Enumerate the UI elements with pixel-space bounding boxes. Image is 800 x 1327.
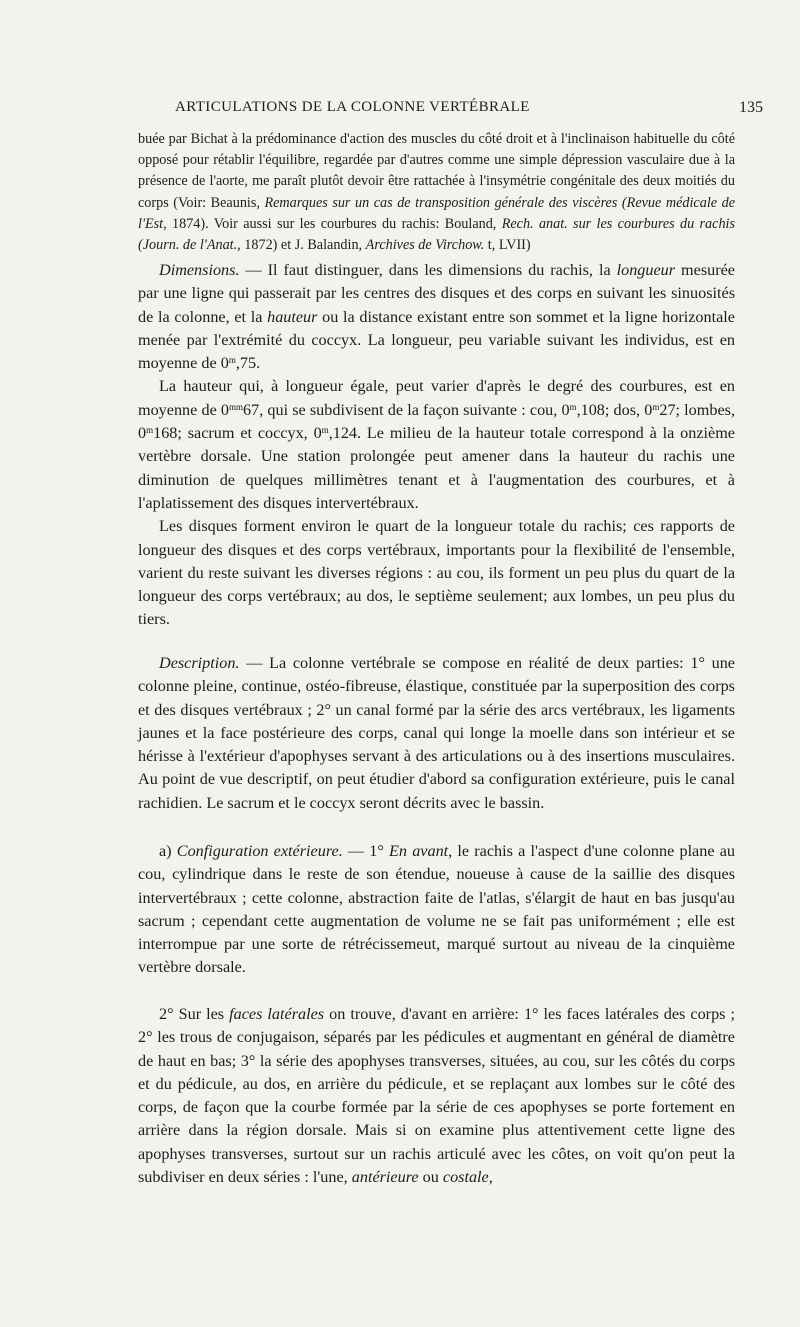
text-run: 1872) et J. Balandin, — [240, 237, 366, 254]
citation-title: Archives de Virchow. — [365, 237, 485, 254]
unit-superscript: m — [652, 401, 660, 412]
page-header — [0, 99, 800, 123]
unit-superscript: m — [569, 401, 577, 412]
text-run: — La colonne vertébrale se compose en réalité de deux parties: 1° une colonne pleine, continue, ostéo-fibreuse, élastique, constituée par la superposition des corps et des disques vertébraux ; 2° un canal formé par la série des arcs vertébraux, les ligaments jaunes et la face postérieure des corps, canal qui longe la moelle dans son intérieur et se hérisse à l'extérieur d'apophyses servant à des articulations ou à des insertions musculaires. Au point de vue descriptif, on peut étudier d'abord sa configuration extérieure, puis le canal rachidien. Le sacrum et le coccyx seront décrits avec le bassin. — [138, 654, 735, 812]
configuration-paragraph-1 — [138, 840, 735, 980]
lateral-faces-section — [138, 1003, 735, 1189]
text-run: 1874). Voir aussi sur les courbures du rachis: Bouland, — [166, 215, 502, 232]
dimensions-paragraph-1 — [138, 259, 735, 375]
term: costale, — [442, 1168, 493, 1187]
term: hauteur — [267, 307, 318, 326]
unit-superscript: m — [321, 425, 329, 436]
section-heading: Dimensions. — [159, 261, 240, 279]
dimensions-paragraph-2 — [138, 375, 735, 515]
text-run: ,124. Le milieu de la hauteur totale correspond à la onzième vertèbre dorsale. Une station prolongée peut amener dans la hauteur du rachis une diminution de quelques millimètres tenant et à l'augmentation des courbures, et à l'aplatissement des disques intervertébraux. — [138, 424, 735, 512]
footnote-paragraph — [138, 129, 735, 256]
unit-superscript: m — [146, 425, 154, 436]
text-run: 27; lombes, 0 — [138, 400, 735, 443]
text-run: 2° Sur les — [159, 1005, 230, 1023]
citation-title: Remarques sur un cas de transposition générale des viscères (Revue médicale de l'Est, — [138, 194, 735, 232]
citation-title: Rech. anat. sur les courbures du rachis (Journ. de l'Anat., — [138, 215, 735, 254]
running-title: ARTICULATIONS DE LA COLONNE VERTÉBRALE — [175, 99, 530, 115]
term: En avant, — [389, 842, 453, 860]
text-run: — 1° — [342, 842, 390, 860]
text-run: a) — [159, 842, 177, 860]
configuration-paragraph-2 — [138, 1003, 735, 1189]
description-section — [138, 652, 735, 815]
text-run: ,75. — [235, 354, 261, 373]
text-run: le rachis a l'aspect d'une colonne plane au cou, cylindrique dans le reste de son étendue, noueuse à cause de la saillie des disques intervertébraux ; cette colonne, abstraction faite de l'atlas, s'élargit de haut en bas jusqu'au sacrum ; cependant cette augmentation de volume ne se fait pas uniformément ; elle est interrompue par une sorte de rétrécissemeut, marqué surtout au niveau de la cinquième vertèbre dorsale. — [138, 842, 735, 977]
configuration-section — [138, 840, 735, 980]
text-run: — Il faut distinguer, dans les dimensions du rachis, la — [239, 261, 617, 279]
footnote-continuation — [138, 129, 735, 256]
text-run: ,108; dos, 0 — [576, 400, 653, 419]
dimensions-section — [138, 259, 735, 632]
unit-superscript: m — [228, 355, 236, 366]
text-run: buée par Bichat à la prédominance d'action des muscles du côté droit et à l'inclinaison habituelle du côté opposé pour rétablir l'équilibre, regardée par d'autres comme une simple dépression vasculaire due à la présence de l'aorte, me paraît plutôt devoir être rattachée à l'insymétrie congénitale des deux moitiés du corps (Voir: Beaunis, — [138, 131, 735, 211]
page-number: 135 — [739, 99, 763, 116]
term: faces latérales — [229, 1005, 325, 1023]
text-run: ou — [418, 1168, 443, 1187]
term: longueur — [616, 261, 676, 279]
description-paragraph — [138, 652, 735, 815]
dimensions-paragraph-3: Les disques forment environ le quart de la longueur totale du rachis; ces rapports de longueur des disques et des corps vertébraux, importants pour la flexibilité de l'ensemble, varient du reste suivant les diverses régions : au cou, ils forment un peu plus du quart de la longueur des corps vertébraux; au dos, le septième seulement; aux lombes, un peu plus du tiers. — [138, 517, 735, 629]
text-run: mesurée par une ligne qui passerait par les centres des disques et des corps en suivant les sinuosités de la colonne, et la — [138, 261, 735, 326]
section-heading: Description. — [159, 654, 240, 672]
text-run: ou la distance existant entre son sommet et la ligne horizontale menée par l'extrémité du coccyx. La longueur, peu variable suivant les individus, est en moyenne de 0 — [138, 307, 735, 373]
text-run: 67, qui se subdivisent de la façon suivante : cou, 0 — [243, 400, 570, 419]
term: antérieure — [351, 1168, 419, 1187]
unit-superscript: mm — [229, 401, 244, 412]
text-run: on trouve, d'avant en arrière: 1° les faces latérales des corps ; 2° les trous de conjugaison, séparés par les pédicules et augmentant en général de diamètre de haut en bas; 3° la série des apophyses transverses, situées, au cou, sur les côtés du corps et du pédicule, au dos, en arrière du pédicule, et se replaçant aux lombes sur le côté des corps, de façon que la courbe formée par la série de ces apophyses se porte fortement en arrière dans la région dorsale. Mais si on examine plus attentivement cette ligne des apophyses transverses, surtout sur un rachis articulé avec les côtes, on voit qu'on peut la subdiviser en deux séries : l'une, — [138, 1005, 735, 1187]
text-run: La hauteur qui, à longueur égale, peut varier d'après le degré des courbures, est en moyenne de 0 — [138, 377, 735, 419]
section-heading: Configuration extérieure. — [176, 842, 343, 860]
text-run: 168; sacrum et coccyx, 0 — [153, 424, 322, 443]
text-run: t, LVII) — [484, 237, 531, 254]
